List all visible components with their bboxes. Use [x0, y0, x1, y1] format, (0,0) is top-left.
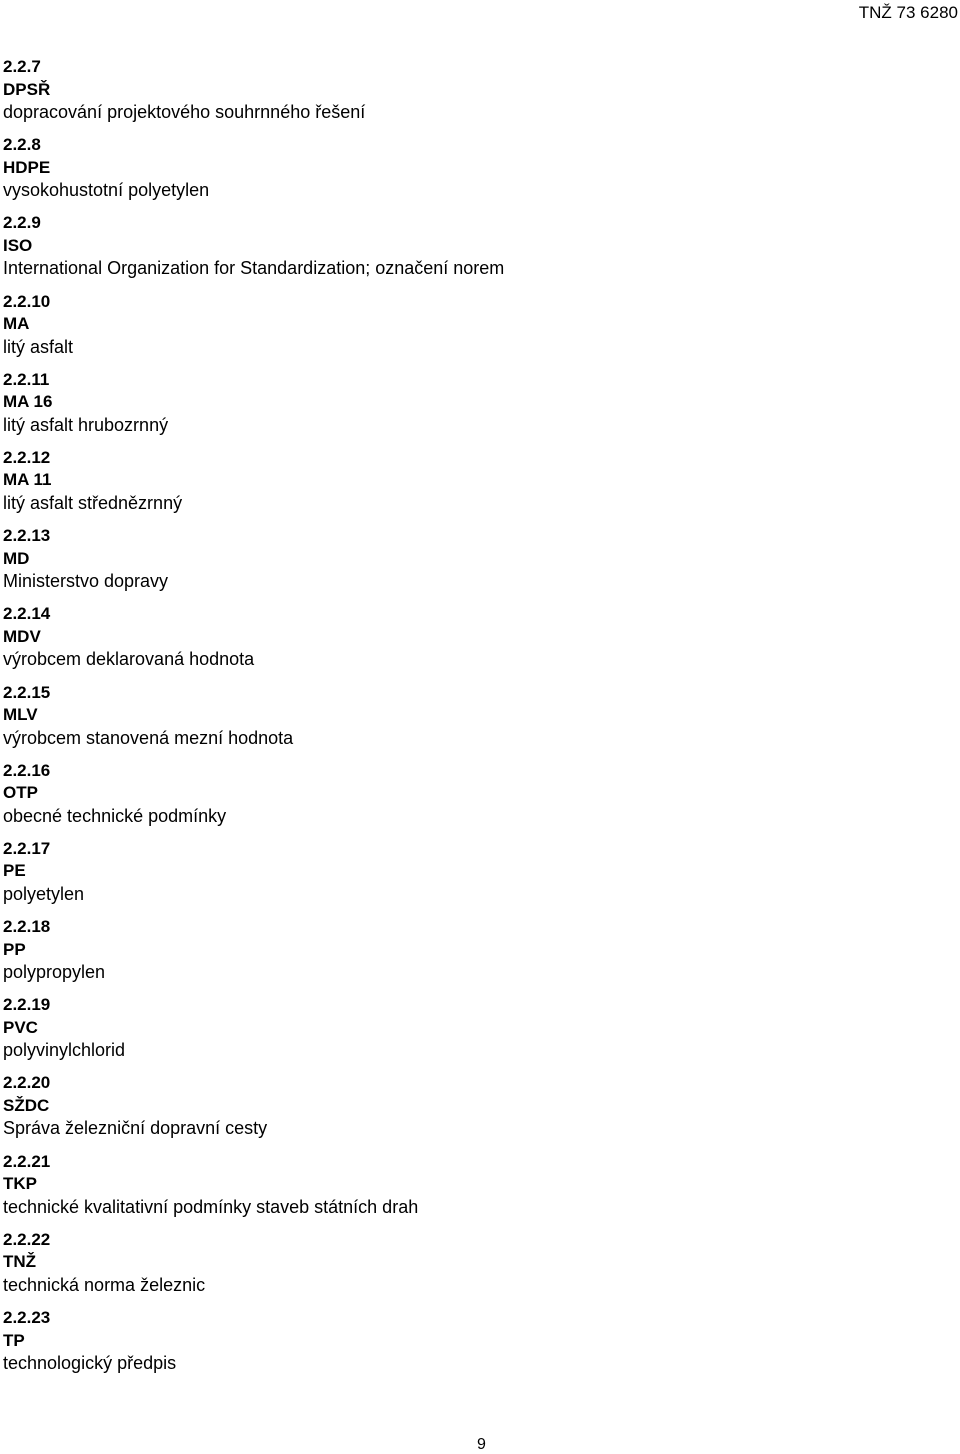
entry-abbreviation: TP — [3, 1330, 25, 1350]
entry-number: 2.2.9 — [3, 213, 41, 233]
entry-number: 2.2.15 — [3, 682, 51, 702]
entry-abbreviation: MA 11 — [3, 470, 52, 490]
list-item — [3, 134, 933, 212]
entry-abbreviation: MA — [3, 314, 30, 334]
list-item — [3, 603, 933, 681]
entry-number: 2.2.11 — [3, 369, 50, 389]
entry-definition: polyetylen — [3, 883, 85, 904]
entry-abbreviation: MA 16 — [3, 392, 53, 412]
entry-number: 2.2.8 — [3, 135, 41, 155]
entry-number: 2.2.23 — [3, 1308, 51, 1327]
list-item — [3, 56, 933, 134]
list-item — [3, 447, 933, 525]
entry-abbreviation: MDV — [3, 626, 41, 646]
entry-abbreviation: PE — [3, 861, 26, 881]
document-code: TNŽ 73 6280 — [858, 3, 958, 22]
list-item — [3, 1072, 933, 1150]
list-item — [3, 994, 933, 1072]
entry-definition: výrobcem stanovená mezní hodnota — [3, 727, 294, 748]
list-item — [3, 838, 933, 916]
list-item — [3, 1307, 933, 1385]
entry-definition: Správa železniční dopravní cesty — [3, 1118, 268, 1139]
entry-definition: International Organization for Standardization; označení norem — [3, 258, 505, 279]
list-item — [3, 291, 933, 369]
entry-abbreviation: SŽDC — [3, 1095, 50, 1115]
entry-number: 2.2.16 — [3, 760, 51, 780]
list-item — [3, 916, 933, 994]
entry-definition: Ministerstvo dopravy — [3, 571, 169, 592]
entry-abbreviation: MD — [3, 548, 30, 568]
entry-definition: technologický předpis — [3, 1353, 177, 1373]
entry-definition: polyvinylchlorid — [3, 1040, 126, 1061]
entry-abbreviation: PP — [3, 939, 26, 959]
entry-definition: litý asfalt hrubozrnný — [3, 414, 169, 435]
entry-abbreviation: OTP — [3, 783, 38, 803]
entry-definition: dopracování projektového souhrnného řešení — [3, 102, 366, 122]
list-item — [3, 760, 933, 838]
entry-definition: litý asfalt střednězrnný — [3, 492, 183, 513]
abbreviation-list — [3, 56, 933, 1385]
entry-number: 2.2.10 — [3, 291, 51, 311]
entry-abbreviation: MLV — [3, 705, 38, 724]
list-item — [3, 1151, 933, 1229]
entry-definition: technická norma železnic — [3, 1274, 206, 1295]
entry-abbreviation: PVC — [3, 1017, 38, 1037]
entry-definition: výrobcem deklarovaná hodnota — [3, 649, 255, 670]
entry-abbreviation: TKP — [3, 1174, 37, 1194]
page-number: 9 — [477, 1436, 486, 1453]
entry-number: 2.2.21 — [3, 1151, 51, 1171]
list-item — [3, 1229, 933, 1307]
entry-abbreviation: ISO — [3, 235, 33, 255]
entry-number: 2.2.17 — [3, 838, 51, 858]
list-item — [3, 212, 933, 290]
entry-number: 2.2.19 — [3, 995, 51, 1015]
entry-number: 2.2.22 — [3, 1229, 51, 1249]
entry-definition: litý asfalt — [3, 336, 74, 357]
entry-number: 2.2.12 — [3, 447, 51, 467]
entry-number: 2.2.20 — [3, 1073, 51, 1093]
entry-definition: vysokohustotní polyetylen — [3, 180, 210, 201]
entry-abbreviation: TNŽ — [3, 1252, 37, 1272]
entry-number: 2.2.13 — [3, 526, 51, 546]
entry-definition: obecné technické podmínky — [3, 805, 227, 826]
entry-abbreviation: DPSŘ — [3, 79, 51, 99]
entry-number: 2.2.7 — [3, 57, 41, 76]
entry-number: 2.2.14 — [3, 604, 51, 624]
entry-abbreviation: HDPE — [3, 157, 51, 177]
list-item — [3, 525, 933, 603]
list-item — [3, 682, 933, 760]
entry-number: 2.2.18 — [3, 917, 51, 937]
entry-definition: polypropylen — [3, 962, 106, 983]
entry-definition: technické kvalitativní podmínky staveb státních drah — [3, 1196, 419, 1217]
list-item — [3, 369, 933, 447]
